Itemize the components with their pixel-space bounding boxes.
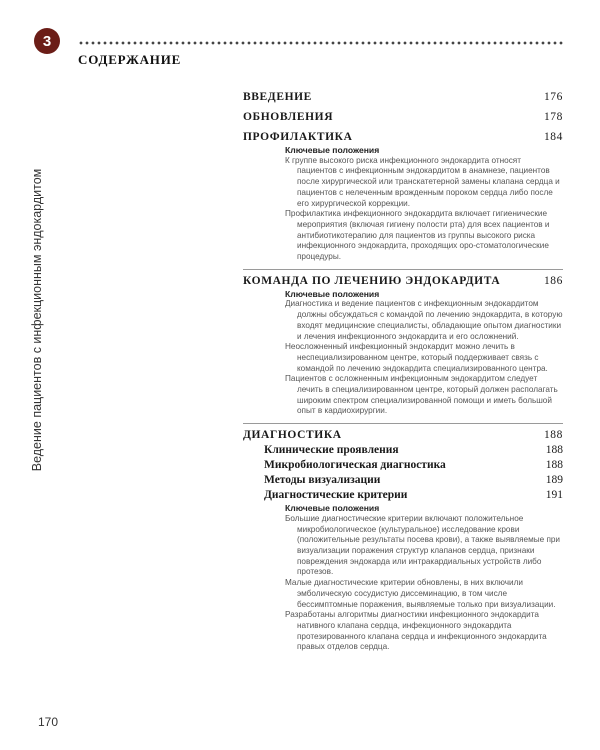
key-points-title: Ключевые положения — [285, 288, 380, 299]
toc-subentry-clinical[interactable] — [264, 443, 563, 458]
toc-entry-prophylaxis[interactable] — [243, 130, 563, 145]
toc-entry-page: 178 — [543, 111, 563, 123]
key-points-title: Ключевые положения — [285, 145, 380, 155]
toc-entry-updates[interactable] — [243, 110, 563, 125]
dotted-divider — [78, 41, 564, 45]
toc-entry-page: 188 — [545, 444, 563, 457]
key-point: Профилактика инфекционного эндокардита включает гигиенические мероприятия (включая гигиену полости рта) для всех пациентов и антибиотикотерапию для пациентов из группы высокого риска инфекционного эндокардита, проходящих оро-стоматологические процедуры. — [285, 209, 550, 262]
key-point: К группе высокого риска инфекционного эндокардита относят пациентов с инфекционным эндокардитом в анамнезе, пациентов после хирургической или транскатетерной замены клапана сердца и пациентов с нелеченным врожденным пороком сердца либо после его хирургической коррекции. — [285, 155, 560, 208]
toc-entry-label: Методы визуализации — [264, 474, 381, 487]
toc-entry-page: 189 — [545, 474, 563, 487]
key-point: Большие диагностические критерии включают положительное микробиологическое (культуральное) исследование крови (положительные результаты посева крови), а также выявляемые при визуализации поражения структур клапанов сердца, признаки повреждения эндокарда или интракардиальных устройств либо протезов. — [285, 513, 561, 577]
toc-entry-page: 184 — [543, 131, 563, 143]
toc-entry-label: ВВЕДЕНИЕ — [243, 91, 312, 103]
toc-entry-label: ПРОФИЛАКТИКА — [243, 131, 353, 143]
chapter-number-badge: 3 — [34, 28, 60, 54]
section-divider — [243, 269, 563, 270]
key-point: Неосложненный инфекционный эндокардит можно лечить в неспециализированном центре, который поддерживает связь с командой по лечению эндокардита специализированного центра. — [285, 342, 548, 373]
toc-entry-label: Микробиологическая диагностика — [264, 459, 446, 472]
chapter-title: Ведение пациентов с инфекционным эндокардитом — [30, 168, 44, 472]
section-divider — [243, 423, 563, 424]
key-points-prophylaxis — [285, 145, 563, 265]
toc-entry-label: ДИАГНОСТИКА — [243, 429, 342, 442]
toc-entry-page: 191 — [545, 489, 563, 502]
key-point: Диагностика и ведение пациентов с инфекционным эндокардитом должны обсуждаться с командой по лечению эндокардита, в которую входят медицинские специалисты, обладающие опытом диагностики и лечения инфекционного эндокардита и его осложнений. — [285, 299, 563, 341]
toc-entry-page: 188 — [543, 429, 563, 442]
toc-subentry-criteria[interactable] — [264, 488, 563, 503]
page-number: 170 — [38, 715, 59, 729]
key-point: Пациентов с осложненным инфекционным эндокардитом следует лечить в специализированном центре, который должен располагать широким спектром специализированной помощи и иметь большой опыт в кардиохирургии. — [285, 374, 558, 416]
toc-entry-label: КОМАНДА ПО ЛЕЧЕНИЮ ЭНДОКАРДИТА — [243, 274, 501, 287]
toc-entry-page: 186 — [543, 274, 563, 287]
toc-subentry-microbiology[interactable] — [264, 458, 563, 473]
toc-entry-intro[interactable] — [243, 90, 563, 105]
toc-entry-team[interactable] — [243, 274, 563, 289]
toc-entry-page: 188 — [545, 459, 563, 472]
toc-entry-label: Диагностические критерии — [264, 489, 408, 502]
toc-entry-label: ОБНОВЛЕНИЯ — [243, 111, 334, 123]
table-of-contents — [243, 90, 563, 655]
key-point: Разработаны алгоритмы диагностики инфекционного эндокардита нативного клапана сердца, инфекционного эндокардита протезированного клапана сердца и инфекционного эндокардита правых отделов сердца. — [285, 610, 547, 652]
toc-entry-page: 176 — [543, 91, 563, 103]
toc-heading: СОДЕРЖАНИЕ — [78, 52, 182, 67]
key-points-diagnostics — [285, 503, 563, 655]
key-point: Малые диагностические критерии обновлены, в них включили эмболическую сосудистую диссеминацию, в том числе бессимптомные поражения, выявляемые только при визуализации. — [285, 578, 556, 609]
toc-entry-diagnostics[interactable] — [243, 428, 563, 443]
toc-entry-label: Клинические проявления — [264, 444, 399, 457]
toc-subentry-imaging[interactable] — [264, 473, 563, 488]
key-points-title: Ключевые положения — [285, 503, 380, 514]
key-points-team — [285, 289, 563, 419]
